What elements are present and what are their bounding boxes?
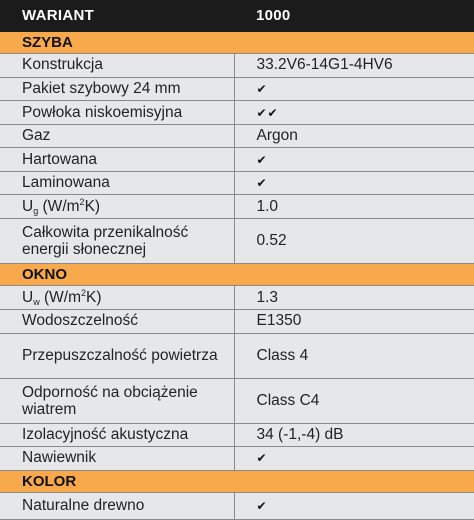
row-label: Przepuszczalność powietrza <box>0 333 234 378</box>
checkmark-icon: ✔ <box>256 499 268 514</box>
checkmark-icon: ✔ <box>256 451 268 466</box>
row-label-ug <box>0 195 234 219</box>
section-title: SZYBA <box>0 32 474 54</box>
row-label: Odporność na obciążenie wiatrem <box>0 378 234 423</box>
table-row <box>0 447 474 471</box>
row-label: Konstrukcja <box>0 54 234 78</box>
row-value: 1.0 <box>234 195 474 219</box>
row-value: Class C4 <box>234 378 474 423</box>
unit-suffix: K) <box>86 288 102 306</box>
section-row-okno <box>0 263 474 286</box>
checkmark-icon: ✔ <box>256 176 268 191</box>
row-label-uw <box>0 286 234 310</box>
row-label: Gaz <box>0 124 234 148</box>
checkmark-icon: ✔ <box>256 82 268 97</box>
row-label: Nawiewnik <box>0 447 234 471</box>
unit-prefix: (W/m <box>38 197 80 215</box>
header-value: 1000 <box>234 0 474 32</box>
table-header-row <box>0 0 474 32</box>
double-checkmark-icon: ✔✔ <box>256 105 279 120</box>
table-row <box>0 195 474 219</box>
row-label: Izolacyjność akustyczna <box>0 423 234 447</box>
section-title: OKNO <box>0 263 474 286</box>
row-value: 33.2V6-14G1-4HV6 <box>234 54 474 78</box>
table-row <box>0 378 474 423</box>
table-row <box>0 77 474 101</box>
table-row <box>0 333 474 378</box>
unit-prefix: (W/m <box>39 288 82 306</box>
row-label: Pakiet szybowy 24 mm <box>0 77 234 101</box>
table-row <box>0 493 474 520</box>
checkmark-icon: ✔ <box>256 152 268 167</box>
table-row <box>0 218 474 263</box>
symbol-subscript: g <box>33 205 39 216</box>
row-value: Argon <box>234 124 474 148</box>
row-value: E1350 <box>234 310 474 334</box>
symbol-u: U <box>22 288 34 306</box>
row-label: Wodoszczelność <box>0 310 234 334</box>
row-value: 34 (-1,-4) dB <box>234 423 474 447</box>
section-title: KOLOR <box>0 470 474 493</box>
section-row-kolor <box>0 470 474 493</box>
row-label: Powłoka niskoemisyjna <box>0 101 234 125</box>
table-row <box>0 54 474 78</box>
table-row <box>0 101 474 125</box>
row-label: Całkowita przenikalność energii słonecznej <box>0 218 234 263</box>
unit-suffix: K) <box>84 197 101 215</box>
table-row <box>0 148 474 172</box>
row-label: Hartowana <box>0 148 234 172</box>
row-value: 0.52 <box>234 218 474 263</box>
table-row <box>0 286 474 310</box>
table-row <box>0 171 474 195</box>
symbol-u: U <box>22 197 34 215</box>
table-row <box>0 310 474 334</box>
row-label: Laminowana <box>0 171 234 195</box>
section-row-szyba <box>0 32 474 54</box>
unit-exponent: 2 <box>79 196 85 207</box>
table-row <box>0 124 474 148</box>
symbol-subscript: w <box>33 296 40 307</box>
table-row <box>0 423 474 447</box>
header-label: WARIANT <box>0 0 234 32</box>
unit-exponent: 2 <box>81 287 87 298</box>
row-label: Naturalne drewno <box>0 493 234 520</box>
row-value: 1.3 <box>234 286 474 310</box>
row-value: Class 4 <box>234 333 474 378</box>
